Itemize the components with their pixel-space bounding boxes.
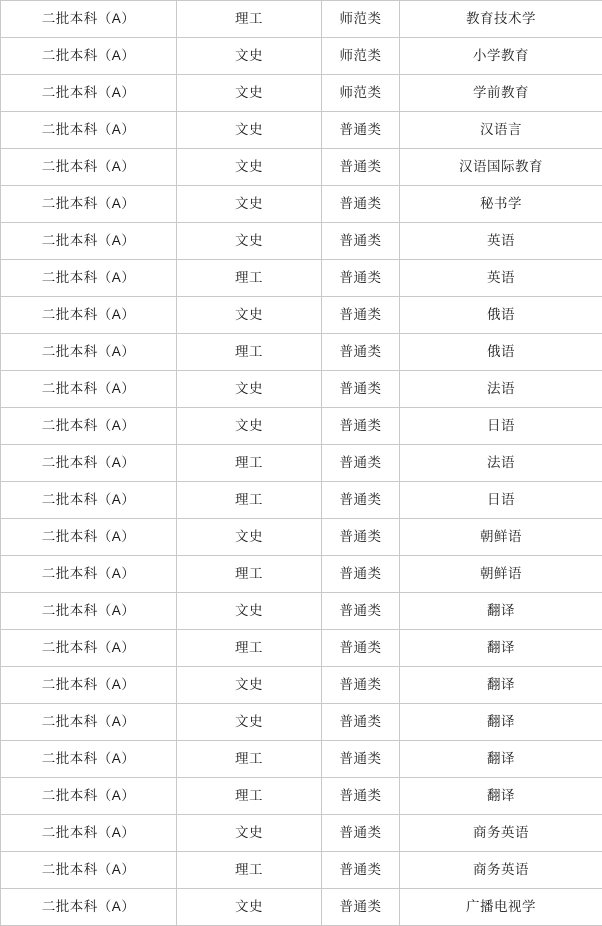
cell-major: 俄语 bbox=[400, 297, 602, 334]
cell-type: 普通类 bbox=[322, 334, 400, 371]
cell-type: 普通类 bbox=[322, 593, 400, 630]
cell-category: 文史 bbox=[177, 223, 322, 260]
cell-batch: 二批本科（A） bbox=[1, 1, 177, 38]
cell-type: 普通类 bbox=[322, 149, 400, 186]
cell-type: 普通类 bbox=[322, 889, 400, 926]
cell-major: 日语 bbox=[400, 408, 602, 445]
cell-type: 师范类 bbox=[322, 75, 400, 112]
cell-batch: 二批本科（A） bbox=[1, 815, 177, 852]
cell-major: 翻译 bbox=[400, 593, 602, 630]
cell-major: 汉语国际教育 bbox=[400, 149, 602, 186]
cell-category: 文史 bbox=[177, 112, 322, 149]
table-row bbox=[1, 593, 602, 630]
cell-category: 文史 bbox=[177, 297, 322, 334]
table-body bbox=[1, 1, 602, 926]
table-row bbox=[1, 260, 602, 297]
table-row bbox=[1, 667, 602, 704]
table-row bbox=[1, 371, 602, 408]
cell-major: 教育技术学 bbox=[400, 1, 602, 38]
table-row bbox=[1, 408, 602, 445]
cell-category: 理工 bbox=[177, 630, 322, 667]
cell-category: 理工 bbox=[177, 334, 322, 371]
cell-batch: 二批本科（A） bbox=[1, 297, 177, 334]
table-row bbox=[1, 630, 602, 667]
cell-category: 理工 bbox=[177, 778, 322, 815]
cell-batch: 二批本科（A） bbox=[1, 482, 177, 519]
cell-type: 普通类 bbox=[322, 223, 400, 260]
cell-major: 朝鲜语 bbox=[400, 519, 602, 556]
cell-major: 日语 bbox=[400, 482, 602, 519]
table-row bbox=[1, 482, 602, 519]
cell-type: 普通类 bbox=[322, 778, 400, 815]
cell-major: 法语 bbox=[400, 445, 602, 482]
cell-batch: 二批本科（A） bbox=[1, 371, 177, 408]
cell-type: 普通类 bbox=[322, 815, 400, 852]
table-row bbox=[1, 334, 602, 371]
cell-type: 普通类 bbox=[322, 445, 400, 482]
cell-type: 普通类 bbox=[322, 371, 400, 408]
cell-type: 普通类 bbox=[322, 556, 400, 593]
cell-category: 文史 bbox=[177, 519, 322, 556]
cell-batch: 二批本科（A） bbox=[1, 667, 177, 704]
cell-type: 普通类 bbox=[322, 112, 400, 149]
cell-type: 普通类 bbox=[322, 186, 400, 223]
cell-type: 普通类 bbox=[322, 852, 400, 889]
cell-major: 俄语 bbox=[400, 334, 602, 371]
cell-type: 普通类 bbox=[322, 704, 400, 741]
table-row bbox=[1, 223, 602, 260]
table-row bbox=[1, 112, 602, 149]
cell-batch: 二批本科（A） bbox=[1, 75, 177, 112]
cell-major: 商务英语 bbox=[400, 815, 602, 852]
table-row bbox=[1, 741, 602, 778]
cell-major: 翻译 bbox=[400, 704, 602, 741]
cell-batch: 二批本科（A） bbox=[1, 852, 177, 889]
cell-major: 广播电视学 bbox=[400, 889, 602, 926]
cell-major: 翻译 bbox=[400, 630, 602, 667]
table-row bbox=[1, 445, 602, 482]
cell-category: 理工 bbox=[177, 852, 322, 889]
cell-major: 小学教育 bbox=[400, 38, 602, 75]
cell-batch: 二批本科（A） bbox=[1, 778, 177, 815]
cell-major: 商务英语 bbox=[400, 852, 602, 889]
cell-type: 普通类 bbox=[322, 297, 400, 334]
cell-type: 普通类 bbox=[322, 408, 400, 445]
cell-type: 师范类 bbox=[322, 38, 400, 75]
cell-category: 文史 bbox=[177, 371, 322, 408]
cell-batch: 二批本科（A） bbox=[1, 112, 177, 149]
cell-major: 翻译 bbox=[400, 741, 602, 778]
cell-batch: 二批本科（A） bbox=[1, 334, 177, 371]
cell-type: 师范类 bbox=[322, 1, 400, 38]
cell-batch: 二批本科（A） bbox=[1, 260, 177, 297]
cell-batch: 二批本科（A） bbox=[1, 704, 177, 741]
cell-category: 文史 bbox=[177, 889, 322, 926]
cell-batch: 二批本科（A） bbox=[1, 186, 177, 223]
cell-type: 普通类 bbox=[322, 630, 400, 667]
cell-batch: 二批本科（A） bbox=[1, 556, 177, 593]
cell-category: 理工 bbox=[177, 445, 322, 482]
table-row bbox=[1, 186, 602, 223]
table-row bbox=[1, 556, 602, 593]
table-row bbox=[1, 1, 602, 38]
cell-category: 文史 bbox=[177, 186, 322, 223]
table-row bbox=[1, 297, 602, 334]
cell-major: 英语 bbox=[400, 223, 602, 260]
cell-major: 朝鲜语 bbox=[400, 556, 602, 593]
cell-category: 文史 bbox=[177, 704, 322, 741]
cell-category: 理工 bbox=[177, 1, 322, 38]
cell-type: 普通类 bbox=[322, 260, 400, 297]
table-row bbox=[1, 38, 602, 75]
cell-category: 文史 bbox=[177, 667, 322, 704]
cell-type: 普通类 bbox=[322, 741, 400, 778]
cell-batch: 二批本科（A） bbox=[1, 519, 177, 556]
cell-major: 学前教育 bbox=[400, 75, 602, 112]
cell-batch: 二批本科（A） bbox=[1, 889, 177, 926]
cell-major: 翻译 bbox=[400, 667, 602, 704]
cell-category: 文史 bbox=[177, 75, 322, 112]
cell-category: 理工 bbox=[177, 260, 322, 297]
cell-type: 普通类 bbox=[322, 667, 400, 704]
cell-category: 理工 bbox=[177, 482, 322, 519]
cell-category: 文史 bbox=[177, 38, 322, 75]
cell-major: 法语 bbox=[400, 371, 602, 408]
table-row bbox=[1, 704, 602, 741]
cell-batch: 二批本科（A） bbox=[1, 38, 177, 75]
table-row bbox=[1, 519, 602, 556]
cell-batch: 二批本科（A） bbox=[1, 408, 177, 445]
cell-batch: 二批本科（A） bbox=[1, 149, 177, 186]
cell-major: 汉语言 bbox=[400, 112, 602, 149]
cell-category: 文史 bbox=[177, 815, 322, 852]
cell-category: 文史 bbox=[177, 149, 322, 186]
table-row bbox=[1, 149, 602, 186]
cell-category: 文史 bbox=[177, 593, 322, 630]
table-row bbox=[1, 815, 602, 852]
cell-type: 普通类 bbox=[322, 519, 400, 556]
cell-type: 普通类 bbox=[322, 482, 400, 519]
cell-batch: 二批本科（A） bbox=[1, 593, 177, 630]
cell-major: 翻译 bbox=[400, 778, 602, 815]
table-row bbox=[1, 75, 602, 112]
cell-category: 理工 bbox=[177, 741, 322, 778]
table-row bbox=[1, 852, 602, 889]
cell-category: 理工 bbox=[177, 556, 322, 593]
table-row bbox=[1, 778, 602, 815]
cell-major: 秘书学 bbox=[400, 186, 602, 223]
cell-batch: 二批本科（A） bbox=[1, 630, 177, 667]
cell-batch: 二批本科（A） bbox=[1, 223, 177, 260]
table-row bbox=[1, 889, 602, 926]
cell-batch: 二批本科（A） bbox=[1, 741, 177, 778]
cell-category: 文史 bbox=[177, 408, 322, 445]
cell-batch: 二批本科（A） bbox=[1, 445, 177, 482]
cell-major: 英语 bbox=[400, 260, 602, 297]
